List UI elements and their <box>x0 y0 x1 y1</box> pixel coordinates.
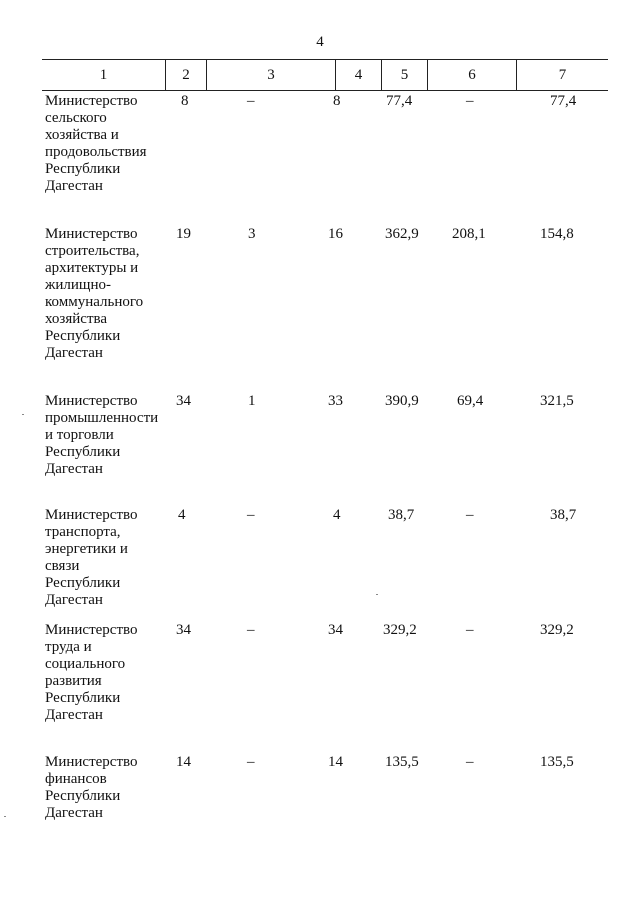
cell-col-4: 16 <box>328 226 343 242</box>
name-line: Республики <box>45 444 121 460</box>
cell-col-2: 19 <box>176 226 191 242</box>
cell-col-6: 69,4 <box>457 393 484 409</box>
name-line: Республики <box>45 788 121 804</box>
cell-col-7: 135,5 <box>540 754 574 770</box>
cell-col-7: 321,5 <box>540 393 574 409</box>
ministry-name <box>45 507 163 609</box>
cell-col-4: 33 <box>328 393 343 409</box>
name-line: социального <box>45 656 126 672</box>
cell-col-3: – <box>247 93 255 109</box>
name-line: Республики <box>45 328 121 344</box>
name-line: хозяйства <box>45 311 108 327</box>
name-line: Дагестан <box>45 805 103 821</box>
cell-col-5: 135,5 <box>385 754 419 770</box>
cell-col-4: 4 <box>333 507 341 523</box>
name-line: Дагестан <box>45 461 103 477</box>
header-col-4: 4 <box>354 67 363 83</box>
cell-col-6: – <box>466 754 474 770</box>
cell-col-6: 208,1 <box>452 226 486 242</box>
ministry-name <box>45 226 163 362</box>
header-col-3: 3 <box>267 67 275 83</box>
header-col-6: 6 <box>468 67 476 83</box>
ministry-name <box>45 93 163 195</box>
name-line: Республики <box>45 575 121 591</box>
cell-col-5: 329,2 <box>383 622 417 638</box>
cell-col-7: 154,8 <box>540 226 574 242</box>
header-col-2: 2 <box>182 67 190 83</box>
name-line: промышленности <box>45 410 159 426</box>
page-number: 4 <box>316 34 324 50</box>
scan-speck <box>4 816 6 817</box>
cell-col-7: 77,4 <box>550 93 577 109</box>
cell-col-3: 3 <box>248 226 256 242</box>
cell-col-2: 14 <box>176 754 191 770</box>
ministry-name <box>45 622 163 724</box>
name-line: Министерство <box>45 507 138 523</box>
cell-col-4: 34 <box>328 622 343 638</box>
name-line: финансов <box>45 771 107 787</box>
cell-col-7: 38,7 <box>550 507 577 523</box>
cell-col-4: 8 <box>333 93 341 109</box>
cell-col-6: – <box>466 93 474 109</box>
name-line: Дагестан <box>45 592 103 608</box>
name-line: транспорта, <box>45 524 121 540</box>
cell-col-4: 14 <box>328 754 343 770</box>
cell-col-5: 390,9 <box>385 393 419 409</box>
cell-col-6: – <box>466 507 474 523</box>
name-line: Министерство <box>45 622 138 638</box>
name-line: Республики <box>45 690 121 706</box>
name-line: связи <box>45 558 80 574</box>
ministry-name <box>45 393 163 478</box>
cell-col-5: 38,7 <box>388 507 415 523</box>
header-col-1: 1 <box>99 67 108 83</box>
name-line: Дагестан <box>45 707 103 723</box>
name-line: строительства, <box>45 243 140 259</box>
name-line: энергетики и <box>45 541 128 557</box>
cell-col-7: 329,2 <box>540 622 574 638</box>
ministry-name <box>45 754 163 822</box>
name-line: Министерство <box>45 393 138 409</box>
name-line: продовольствия <box>45 144 147 160</box>
table-header <box>42 59 608 91</box>
cell-col-3: 1 <box>248 393 256 409</box>
name-line: архитектуры и <box>45 260 139 276</box>
cell-col-5: 362,9 <box>385 226 419 242</box>
cell-col-3: – <box>247 507 255 523</box>
cell-col-5: 77,4 <box>386 93 413 109</box>
cell-col-2: 4 <box>178 507 186 523</box>
scan-speck <box>22 414 24 415</box>
name-line: коммунального <box>45 294 144 310</box>
name-line: Дагестан <box>45 178 103 194</box>
cell-col-2: 8 <box>181 93 189 109</box>
header-col-7: 7 <box>558 67 567 83</box>
cell-col-6: – <box>466 622 474 638</box>
cell-col-3: – <box>247 622 255 638</box>
name-line: труда и <box>45 639 92 655</box>
name-line: жилищно- <box>45 277 111 293</box>
scan-speck <box>376 594 378 595</box>
name-line: Министерство <box>45 93 138 109</box>
cell-col-3: – <box>247 754 255 770</box>
header-col-5: 5 <box>400 67 409 83</box>
name-line: сельского <box>45 110 107 126</box>
name-line: Дагестан <box>45 345 103 361</box>
name-line: развития <box>45 673 102 689</box>
name-line: Республики <box>45 161 121 177</box>
cell-col-2: 34 <box>176 393 191 409</box>
cell-col-2: 34 <box>176 622 191 638</box>
name-line: и торговли <box>45 427 114 443</box>
name-line: хозяйства и <box>45 127 119 143</box>
name-line: Министерство <box>45 226 138 242</box>
name-line: Министерство <box>45 754 138 770</box>
